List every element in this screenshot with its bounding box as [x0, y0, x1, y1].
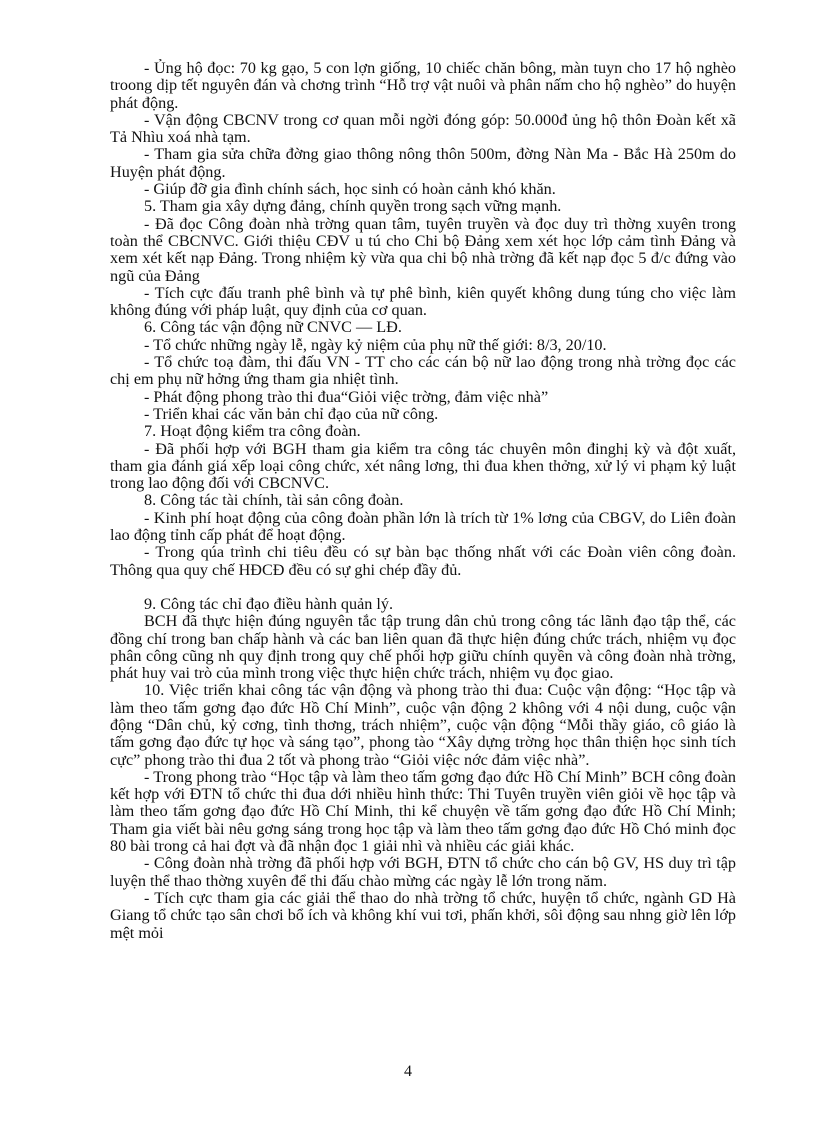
paragraph-sports-training: - Công đoàn nhà trờng đã phối hợp với BGH, ĐTN tổ chức cho cán bộ GV, HS duy trì tập luyện thể thao thờng xuyên để thi đấu chào mừng các ngày lễ lớn trong năm.	[110, 854, 736, 890]
paragraph-emulation-movement: - Phát động phong trào thi đua“Giỏi việc trờng, đảm việc nhà”	[144, 387, 549, 406]
heading-section-5: 5. Tham gia xây dựng đảng, chính quyền trong sạch vững mạnh.	[144, 197, 562, 216]
page-number: 4	[404, 1063, 412, 1080]
heading-section-7: 7. Hoạt động kiểm tra công đoàn.	[144, 422, 361, 441]
page-body	[110, 60, 736, 942]
paragraph-donation: - Ủng hộ đọc: 70 kg gạo, 5 con lợn giống, 10 chiếc chăn bông, màn tuyn cho 17 hộ nghèo troong dịp tết nguyên đán và chơng trình “Hỗ trợ vật nuôi và phân nấm cho hộ nghèo” do huyện phát động.	[110, 59, 736, 112]
paragraph-leadership: BCH đã thực hiện đúng nguyên tắc tập trung dân chủ trong công tác lãnh đạo tập thể, các đồng chí trong ban chấp hành và các ban liên quan đã thực hiện đúng chức trách, nhiệm vụ đọc phân công cũng nh quy định trong quy chế phối hợp giữu chính quyền và công đoàn nhà trờng, phát huy vai trò của mình trong việc thực hiện chức trách, nhiệm vụ đọc giao.	[110, 612, 736, 683]
paragraph-inspection: - Đã phối hợp với BGH tham gia kiểm tra công tác chuyên môn đinghị kỳ và đột xuất, tham gia đánh giá xếp loại công chức, xét nâng lơng, thi đua khen thởng, xử lý vi phạm kỷ luật trong lao động đối với CBCNVC.	[110, 439, 736, 493]
paragraph-support-families: - Giúp đỡ gia đình chính sách, học sinh có hoàn cảnh khó khăn.	[144, 180, 556, 199]
paragraph-ho-chi-minh-movement: - Trong phong trào “Học tập và làm theo tấm gơng đạo đức Hồ Chí Minh” BCH công đoàn kết hợp với ĐTN tổ chức thi đua dới nhiều hình thức: Thi Tuyên truyền viên giỏi về học tập và làm theo tấm gơng đạo đức Hồ Chí Minh, thi kể chuyện về tấm gơng đạo đức Hồ Chí Minh; Tham gia viết bài nêu gơng sáng trong học tập và làm theo tấm gơng đạo đức Hồ Chó minh đọc 80 bài trong cả hai đợt và đã nhận đọc 1 giải nhì và nhiều các giải khác.	[110, 767, 736, 856]
paragraph-party-building: - Đã đọc Công đoàn nhà trờng quan tâm, tuyên truyền và đọc duy trì thờng xuyên trong toàn thể CBCNVC. Giới thiệu CĐV u tú cho Chi bộ Đảng xem xét học lớp cảm tình Đảng và xem xét kết nạp Đảng. Trong nhiệm kỳ vừa qua chi bộ nhà trờng đã kết nạp đọc 5 đ/c đứng vào ngũ của Đảng	[110, 214, 736, 285]
paragraph-gap	[110, 579, 736, 596]
paragraph-road-repair: - Tham gia sửa chữa đờng giao thông nông thôn 500m, đờng Nàn Ma - Bắc Hà 250m do Huyện phát động.	[110, 145, 736, 181]
paragraph-staff-contribution: - Vận động CBCNV trong cơ quan mỗi ngời đóng góp: 50.000đ ủng hộ thôn Đoàn kết xã Tả Nhìu xoá nhà tạm.	[110, 110, 736, 147]
paragraph-criticism: - Tích cực đấu tranh phê bình và tự phê bình, kiên quyết không dung túng cho việc làm không đúng với pháp luật, quy định của cơ quan.	[110, 283, 736, 320]
paragraph-sports-events: - Tích cực tham gia các giải thể thao do nhà trờng tổ chức, huyện tổ chức, ngành GD Hà Giang tổ chức tạo sân chơi bổ ích và không khí vui tơi, phấn khởi, sôi động sau nhng giờ lên lớp mệt mỏi	[110, 888, 736, 942]
paragraph-funding: - Kinh phí hoạt động của công đoàn phần lớn là trích từ 1% lơng của CBGV, do Liên đoàn lao động tỉnh cấp phát để hoạt động.	[110, 508, 736, 545]
paragraph-spending: - Trong qúa trình chi tiêu đều có sự bàn bạc thống nhất với các Đoàn viên công đoàn. Thông qua quy chế HĐCĐ đều có sự ghi chép đầy đủ.	[110, 543, 736, 579]
paragraph-documents: - Triển khai các văn bản chỉ đạo của nữ công.	[144, 404, 439, 423]
paragraph-womens-days: - Tổ chức những ngày lễ, ngày kỷ niệm của phụ nữ thế giới: 8/3, 20/10.	[144, 335, 607, 354]
heading-section-9: 9. Công tác chỉ đạo điều hành quản lý.	[144, 594, 394, 613]
paragraph-seminars: - Tổ chức toạ đàm, thi đấu VN - TT cho các cán bộ nữ lao động trong nhà trờng đọc các chị em phụ nữ hởng ứng tham gia nhiệt tình.	[110, 353, 736, 389]
heading-section-6: 6. Công tác vận động nữ CNVC — LĐ.	[144, 318, 402, 337]
paragraph-section-10: 10. Việc triển khai công tác vận động và phong trào thi đua: Cuộc vận động: “Học tập và làm theo tấm gơng đạo đức Hồ Chí Minh”, cuộc vận động 2 không với 4 nội dung, cuộc vận động “Dân chủ, kỷ cơng, tình thơng, trách nhiệm”, cuộc vận động “Mỗi thầy giáo, cô giáo là tấm gơng đạo đức tự học và sáng tạo”, phong tào “Xây dựng trờng học thân thiện học sinh tích cực” phong trào thi đua 2 tốt và phong trào “Giỏi việc nớc đảm việc nhà”.	[110, 681, 736, 769]
heading-section-8: 8. Công tác tài chính, tài sản công đoàn.	[144, 491, 404, 510]
